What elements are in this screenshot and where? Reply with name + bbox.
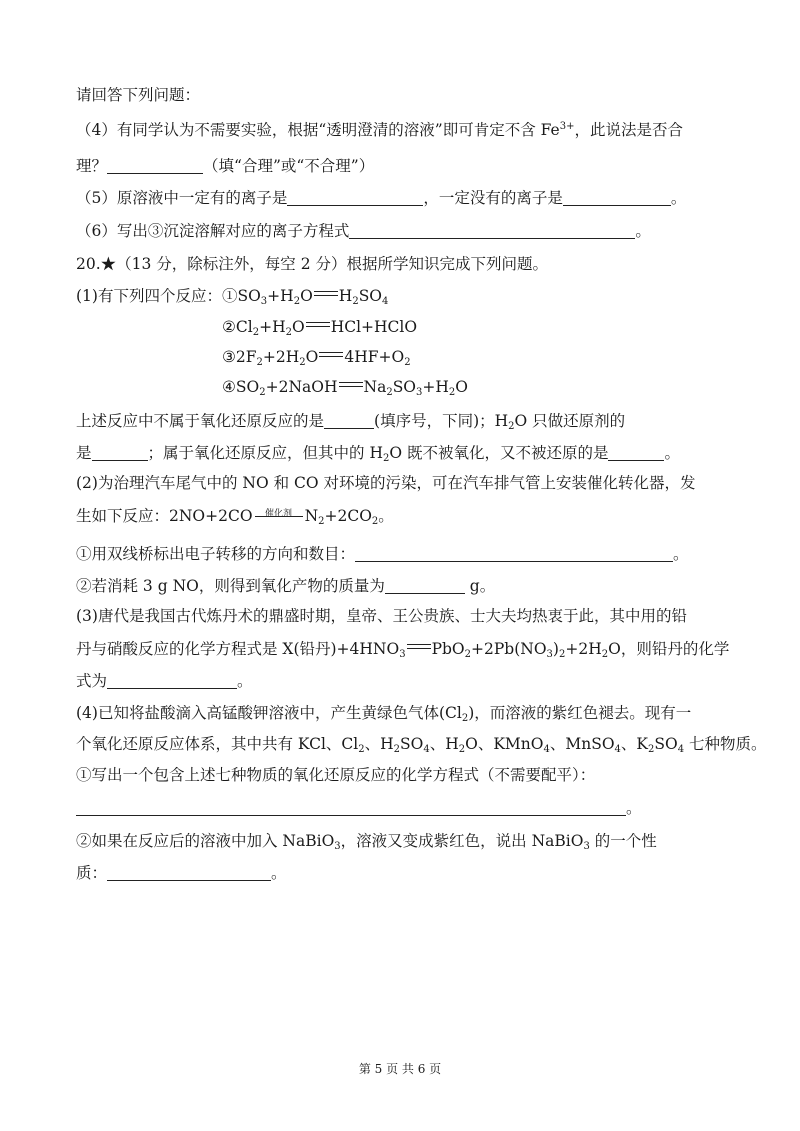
page-footer: 第 5 页 共 6 页 [358,1062,442,1076]
q5-line: （5）原溶液中一定有的离子是 ，一定没有的离子是 。 [76,189,687,207]
reaction-3: $③2F_2+2H_2O$ $4HF+O_2$ [222,348,411,368]
p4-item1: ①写出一个包含上述七种物质的氧化还原反应的化学方程式（不需要配平）： [76,766,596,784]
equals-sign [305,320,331,332]
product-mass-blank[interactable] [385,577,465,594]
p3-line1: (3)唐代是我国古代炼丹术的鼎盛时期，皇帝、王公贵族、士大夫均热衷于此，其中用的铅 [76,607,687,625]
q20-title: 20.★（13 分，除标注外，每空 2 分）根据所学知识完成下列问题。 [76,255,549,273]
non-redox-blank[interactable] [324,412,374,429]
p2-item1: ①用双线桥标出电子转移的方向和数目： 。 [76,545,689,563]
p4-line1: (4)已知将盐酸滴入高锰酸钾溶液中，产生黄绿色气体$(Cl_2)$，而溶液的紫红色褪去。现有一 [76,704,692,724]
q6-line: （6）写出③沉淀溶解对应的离子方程式 。 [76,222,651,240]
p2-line2: 生如下反应：2NO+2CO 催化剂 $N_2+2CO_2$。 [76,505,394,527]
electron-transfer-blank[interactable] [355,545,673,562]
q4-line1: （4）有同学认为不需要实验，根据“透明澄清的溶液”即可肯定不含 $Fe^{3+}$，此说法是否合 [76,121,683,139]
equals-sign [406,642,432,654]
p2-line1: (2)为治理汽车尾气中的 NO 和 CO 对环境的污染，可在汽车排气管上安装催化转化器，发 [76,474,696,492]
p4-item2-line2: 质： 。 [76,864,287,882]
q5-present-ions-blank[interactable] [287,189,423,206]
q4-line2: 理？ （填“合理”或“不合理”） [76,157,375,175]
q5-absent-ions-blank[interactable] [563,189,671,206]
p4-item2-line1: ②如果在反应后的溶液中加入 NaBiO$_3$，溶液又变成紫红色，说出 NaBiO$_3$ 的一个性 [76,832,657,852]
p4-item1-answer: 。 [76,797,642,819]
reaction-4: $④SO_2+2NaOH$ $Na_2SO_3+H_2O$ [222,378,468,398]
q6-equation-blank[interactable] [349,222,635,239]
property-blank[interactable] [107,864,271,881]
reaction-1: (1)有下列四个反应：$①SO_3+H_2O$ $H_2SO_4$ [76,287,389,307]
intro-text: 请回答下列问题： [76,86,201,104]
catalyst-label: 催化剂 [265,509,293,519]
p1-question-line2: 是 ；属于氧化还原反应，但其中的 $H_2O$ 既不被氧化，又不被还原的是 。 [76,444,680,464]
equals-sign [338,380,364,392]
p1-question-line1: 上述反应中不属于氧化还原反应的是 (填序号，下同)；$H_2O$ 只做还原剂的 [76,412,626,432]
p2-item2: ②若消耗 3 g NO，则得到氧化产物的质量为 g。 [76,577,496,595]
p4-line2: 个氧化还原反应体系，其中共有 KCl、$Cl_2$、$H_2SO_4$、$H_2O$、KMnO$_4$、MnSO$_4$、$K_2SO_4$ 七种物质。 [76,735,767,755]
equals-sign [318,350,344,362]
redox-equation-blank[interactable] [76,799,626,816]
neither-blank[interactable] [608,444,664,461]
equals-sign [313,289,339,301]
catalyst-arrow [253,507,305,523]
red-lead-formula-blank[interactable] [107,672,237,689]
reaction-2: $②Cl_2+H_2O$ HCl+HClO [222,318,418,338]
reducing-agent-blank[interactable] [92,444,148,461]
p3-line3: 式为 。 [76,672,253,690]
p3-line2: 丹与硝酸反应的化学方程式是 X(铅丹)$+4HNO_3$ $PbO_2+2Pb(NO_3)_2+2H_2O$，则铅丹的化学 [76,640,730,660]
q4-answer-blank[interactable] [107,157,203,174]
